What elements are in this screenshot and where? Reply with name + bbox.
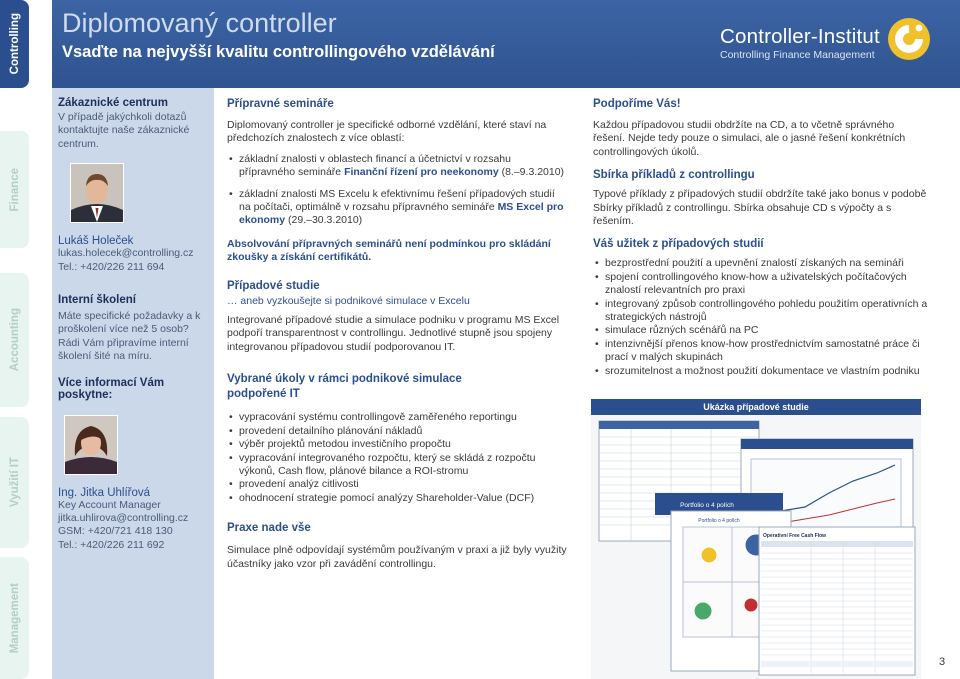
list-item: • provedení analýz citlivosti	[227, 478, 567, 491]
tab-management[interactable]: Management	[0, 557, 29, 679]
page-number: 3	[939, 656, 946, 668]
it-tasks-list	[227, 411, 567, 505]
case-studies-text: Integrované případové studie a simulace podniku v programu MS Excel podpoří transparentnost v controllingu. Jednotlivé stupně jsou spojeny integrovanou případovou studií podporovanou IT.	[227, 314, 560, 353]
contact2-role: Key Account Manager	[58, 498, 161, 511]
brand-name: Controller-Institut	[720, 25, 880, 48]
analysis-title: Analýza potenciálů	[799, 450, 855, 457]
internal-training-heading: Interní školení	[58, 294, 136, 307]
list-item: • simulace různých scénářů na PC	[593, 324, 929, 337]
list-item: • ohodnocení strategie pomocí analýzy Shareholder-Value (DCF)	[227, 492, 567, 505]
tab-finance[interactable]: Finance	[0, 131, 29, 248]
tab-accounting[interactable]: Accounting	[0, 273, 29, 407]
prep-closing: Absolvování přípravných seminářů není podmínkou pro skládání zkoušky a získání certifikátů.	[227, 237, 551, 264]
customer-center-heading: Zákaznické centrum	[58, 97, 168, 109]
photo-lukas-holecek	[70, 163, 124, 223]
case-study-screenshots	[591, 415, 921, 679]
more-info-heading: Více informací Vám poskytne:	[58, 376, 165, 401]
list-item: • spojení controllingového know-how a uživatelských počítačových znalostí relevantních pro praxi	[593, 271, 929, 298]
examples-heading: Sbírka příkladů z controllingu	[593, 169, 755, 182]
contact2-name: Ing. Jitka Uhlířová	[58, 486, 151, 499]
contact-sidebar	[52, 88, 214, 679]
contact1-email[interactable]: lukas.holecek@controlling.cz	[58, 247, 194, 260]
support-text: Každou případovou studii obdržíte na CD, a to včetně správného řešení. Nejde tedy pouze o simulaci, ale o jasné řešení konkrétních controllingových úkolů.	[593, 119, 906, 158]
list-item: • intenzivnější přenos know-how prostřednictvím samostatné práce či prací v malých skupinách	[593, 338, 929, 365]
prep-intro: Diplomovaný controller je specifické odborné vzdělání, které staví na předchozích znalostech z více oblastí:	[227, 119, 547, 145]
list-item: • bezprostřední použití a upevnění znalostí získaných na semináři	[593, 257, 929, 270]
page-subtitle: Vsaďte na nejvyšší kvalitu controllingového vzdělávání	[62, 43, 495, 61]
customer-center-text: V případě jakýchkoli dotazů kontaktujte naše zákaznické centrum.	[58, 111, 190, 150]
contact2-email[interactable]: jitka.uhlirova@controlling.cz	[58, 512, 189, 525]
list-item: • vypracování systému controllingově zaměřeného reportingu	[227, 411, 567, 424]
tab-vyuziti-it[interactable]: Využití IT	[0, 417, 29, 548]
support-heading: Podpoříme Vás!	[593, 98, 681, 110]
tab-controlling[interactable]: Controlling	[0, 0, 29, 88]
case-study-sample-image	[591, 415, 921, 679]
photo-jitka-uhlirova	[64, 415, 118, 475]
it-tasks-heading: Vybrané úkoly v rámci podnikové simulace podpořené IT	[227, 373, 462, 401]
list-item: • srozumitelnost a možnost použití dokumentace ve vlastním podniku	[593, 365, 929, 378]
cashflow-title: Operativní Free Cash Flow	[763, 533, 827, 539]
list-item: • integrovaný způsob controllingového pohledu použitím operativních a strategických nástrojů	[593, 298, 929, 325]
brand-tagline: Controlling Finance Management	[720, 49, 875, 61]
contact2-phone: Tel.: +420/226 211 692	[58, 538, 165, 551]
right-column	[593, 97, 929, 378]
practice-heading: Praxe nade vše	[227, 522, 311, 535]
middle-column	[227, 97, 567, 571]
page-header	[52, 0, 960, 88]
examples-text: Typové příklady z případových studií obdržíte také jako bonus v podobě Sbírky příkladů z controllingu. Sbírka obsahuje CD s výpočty a s řešením.	[593, 188, 927, 228]
brand	[720, 26, 880, 62]
prep-list	[227, 153, 567, 228]
practice-text: Simulace plně odpovídají systémům používaným v praxi a již byly využity účastníky jako vzor při zavádění controllingu.	[227, 544, 567, 570]
list-item: • vypracování integrovaného rozpočtu, který se skládá z rozpočtu výkonů, Cash flow, plánové bilance a ROI-stromu	[227, 452, 567, 479]
contact2-gsm: GSM: +420/721 418 130	[58, 525, 173, 538]
benefit-list	[593, 257, 929, 378]
contact1-name: Lukáš Holeček	[58, 235, 134, 248]
case-studies-subheading: … aneb vyzkoušejte si podnikové simulace v Excelu	[227, 294, 470, 307]
prep-item: • základní znalosti v oblastech financí a účetnictví v rozsahu přípravného semináře Finanční řízení pro neekonomy (8.–9.3.2010)	[227, 153, 567, 180]
section-tabs	[0, 0, 52, 679]
benefit-heading: Váš užitek z případových studií	[593, 238, 764, 251]
portfolio-title: Portfolio o 4 polích	[680, 502, 734, 509]
portfolio-chart-title: Portfolio o 4 polích	[698, 518, 740, 524]
internal-training-text: Máte specifické požadavky a k proškolení více než 5 osob? Rádi Vám připravíme interní školení šité na míru.	[58, 310, 201, 363]
controller-institut-logo	[886, 16, 932, 62]
list-item: • provedení detailního plánování nákladů	[227, 425, 567, 438]
contact1-phone: Tel.: +420/226 211 694	[58, 260, 165, 273]
case-studies-heading: Případové studie	[227, 279, 320, 292]
prep-seminars-heading: Přípravné semináře	[227, 98, 334, 110]
case-study-sample-heading: Ukázka případové studie	[591, 399, 921, 415]
prep-item: • základní znalosti MS Excelu k efektivnímu řešení případových studií na počítači, optimálně v rozsahu přípravného semináře MS Excel pro ekonomy (29.–30.3.2010)	[227, 188, 567, 228]
list-item: • výběr projektů metodou investičního propočtu	[227, 438, 567, 451]
page-title: Diplomovaný controller	[62, 8, 337, 38]
